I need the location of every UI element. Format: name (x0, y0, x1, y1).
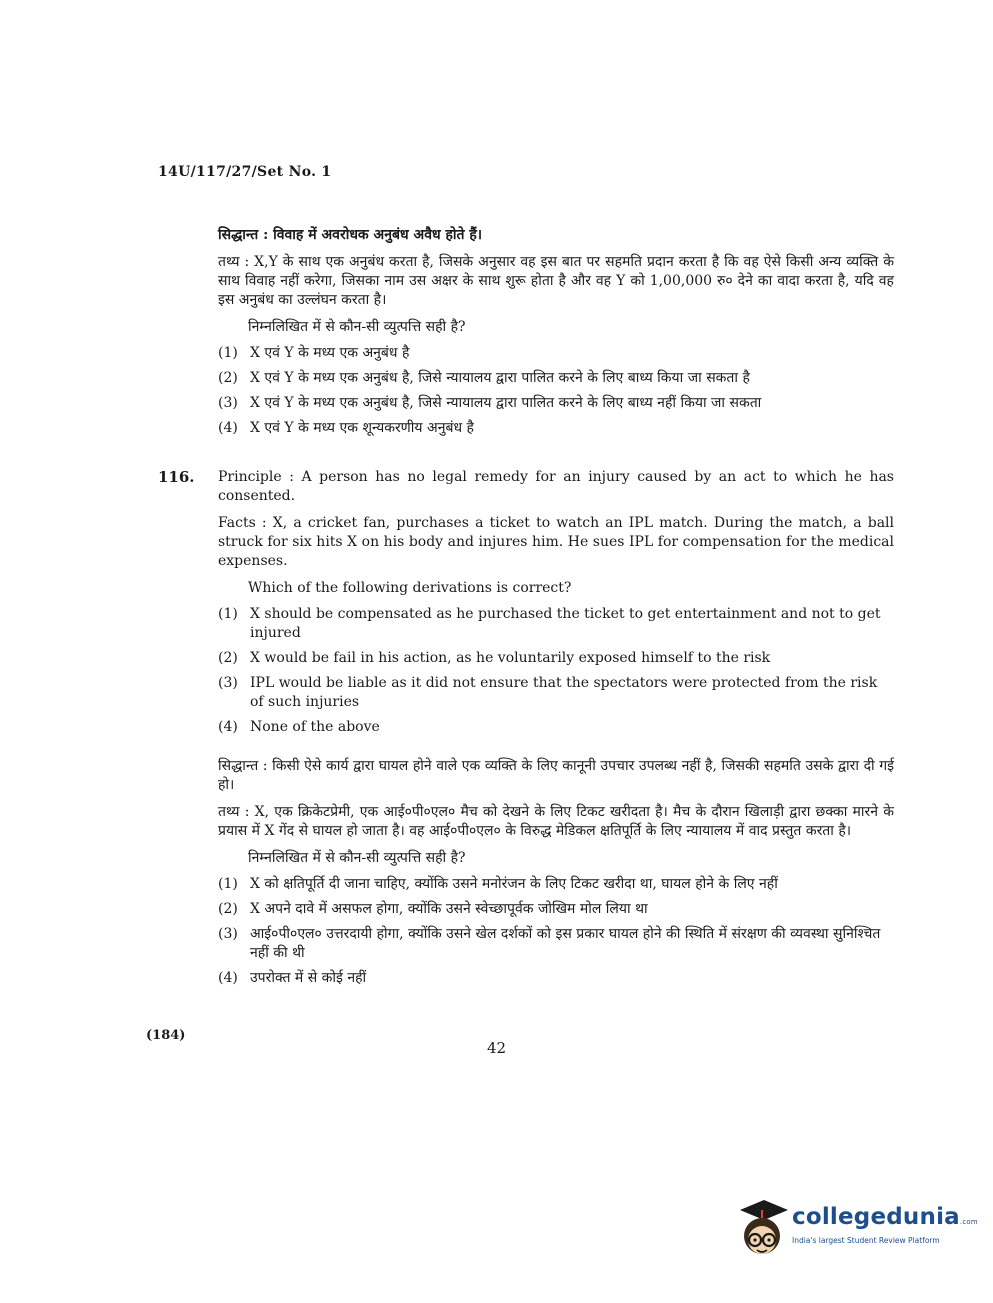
hindi-option: (4) उपरोक्त में से कोई नहीं (218, 970, 367, 986)
english-principle: Principle : A person has no legal remedy for an injury caused by an act to which he has consented. (218, 469, 894, 504)
collegedunia-logo[interactable] (734, 1196, 978, 1266)
hindi-prev-option: (2) X एवं Y के मध्य एक अनुबंध है, जिसे न्यायालय द्वारा पालित करने के लिए बाध्य किया जा सकता है (218, 370, 750, 386)
logo-tagline: India's largest Student Review Platform (792, 1236, 940, 1245)
hindi-prev-block (218, 226, 894, 444)
hindi-prev-question: निम्नलिखित में से कौन-सी व्युत्पत्ति सही है? (248, 319, 466, 335)
logo-name: collegedunia (792, 1204, 960, 1230)
page-number: 42 (486, 1039, 507, 1057)
hindi-question: निम्नलिखित में से कौन-सी व्युत्पत्ति सही है? (248, 850, 466, 866)
hindi-option: (3) आई०पी०एल० उत्तरदायी होगा, क्योंकि उसने खेल दर्शकों को इस प्रकार घायल होने की स्थिति में संरक्षण की व्यवस्था सुनिश्चित नहीं की थी (218, 926, 881, 961)
english-question: Which of the following derivations is correct? (248, 580, 572, 596)
hindi-prev-option: (1) X एवं Y के मध्य एक अनुबंध है (218, 345, 410, 361)
english-option: (3) IPL would be liable as it did not ensure that the spectators were protected from the risk of such injuries (218, 675, 878, 710)
logo-suffix: .com (959, 1218, 978, 1226)
hindi-principle: सिद्धान्त : किसी ऐसे कार्य द्वारा घायल होने वाले एक व्यक्ति के लिए कानूनी उपचार उपलब्ध नहीं है, जिसकी सहमति उसके द्वारा दी गई हो। (218, 758, 894, 793)
english-facts: Facts : X, a cricket fan, purchases a ticket to watch an IPL match. During the match, a ball struck for six hits X on his body and injures him. He sues IPL for compensation for the medical expenses. (218, 515, 894, 569)
hindi-option: (2) X अपने दावे में असफल होगा, क्योंकि उसने स्वेच्छापूर्वक जोखिम मोल लिया था (218, 901, 648, 917)
page-header: 14U/117/27/Set No. 1 (158, 164, 332, 180)
hindi-block (218, 757, 894, 994)
hindi-prev-option: (3) X एवं Y के मध्य एक अनुबंध है, जिसे न्यायालय द्वारा पालित करने के लिए बाध्य नहीं किया जा सकता (218, 395, 762, 411)
hindi-option: (1) X को क्षतिपूर्ति दी जाना चाहिए, क्योंकि उसने मनोरंजन के लिए टिकट खरीदा था, घायल होने के लिए नहीं (218, 876, 778, 892)
english-option: (1) X should be compensated as he purchased the ticket to get entertainment and not to get injured (218, 606, 881, 641)
mascot-icon (734, 1196, 790, 1266)
english-block (218, 468, 894, 743)
booklet-code: (184) (146, 1028, 186, 1043)
english-option: (2) X would be fail in his action, as he voluntarily exposed himself to the risk (218, 650, 771, 666)
english-option: (4) None of the above (218, 719, 380, 735)
hindi-facts: तथ्य : X, एक क्रिकेटप्रेमी, एक आई०पी०एल० मैच को देखने के लिए टिकट खरीदता है। मैच के दौरान खिलाड़ी द्वारा छक्का मारने के प्रयास में X गेंद से घायल हो जाता है। वह आई०पी०एल० के विरुद्ध मेडिकल क्षतिपूर्ति के लिए न्यायालय में वाद प्रस्तुत करता है। (218, 804, 894, 839)
question-number: 116. (158, 468, 195, 486)
hindi-prev-facts: तथ्य : X,Y के साथ एक अनुबंध करता है, जिसके अनुसार वह इस बात पर सहमति प्रदान करता है कि वह ऐसे किसी अन्य व्यक्ति के साथ विवाह नहीं करेगा, जिसका नाम उस अक्षर के साथ शुरू होता है और वह Y को 1,00,000 रु० देने का वादा करता है, यदि वह इस अनुबंध का उल्लंघन करता है। (218, 254, 894, 308)
hindi-prev-option: (4) X एवं Y के मध्य एक शून्यकरणीय अनुबंध है (218, 420, 474, 436)
hindi-prev-principle: सिद्धान्त : विवाह में अवरोधक अनुबंध अवैध होते हैं। (218, 227, 483, 243)
